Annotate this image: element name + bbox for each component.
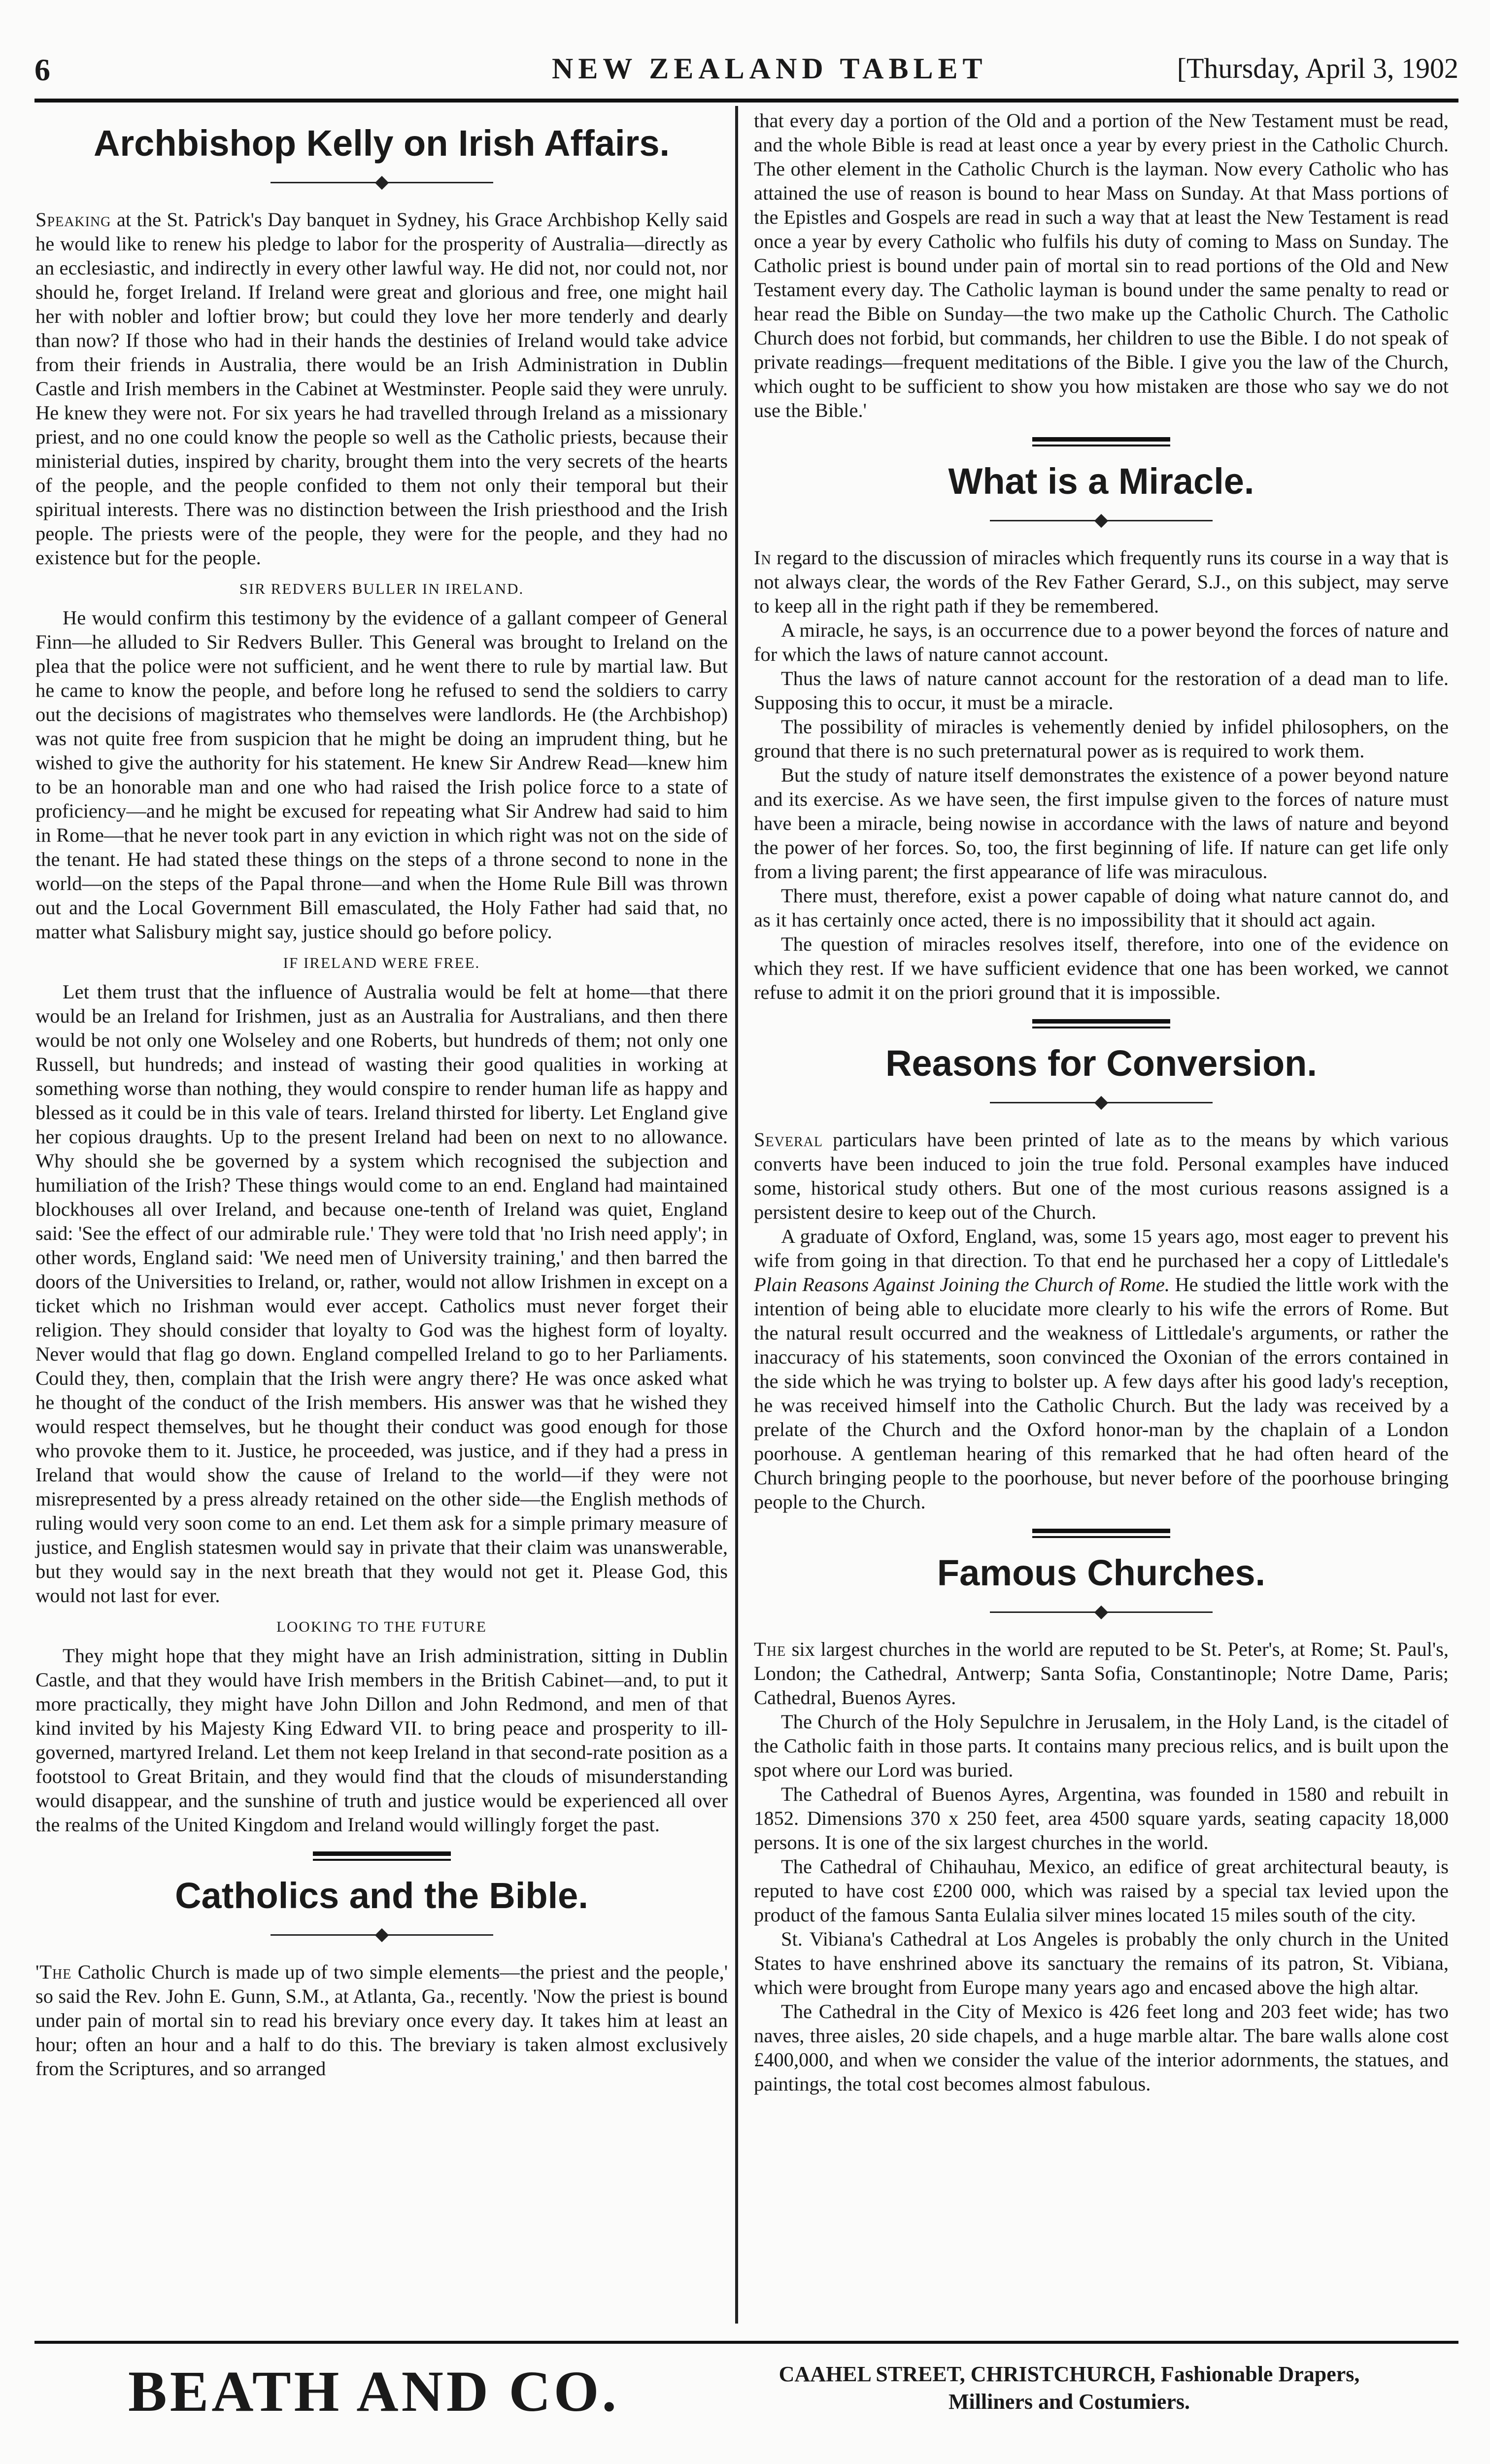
paragraph: Let them trust that the influence of Australia would be felt at home—that there would be an Ireland for Irishmen, just as an Australia for Australians, and then there would be not only one Wolseley and one Roberts, but hundreds of them; not only one Russell, but hundreds; and instead of wasting their good qualities in working at something worse than nothing, they would conspire to render human life as happy and blessed as it could be in this vale of tears. Ireland thirsted for liberty. Let England give her copious draughts. Up to the present Ireland had been on next to no allowance. Why should she be governed by a system which recognised the subjection and humiliation of the Irish? These things would come to an end. England had maintained blockhouses all over Ireland, and because one-tenth of Ireland was quiet, England said: 'See the effect of our admirable rule.' They were told that 'no Irish need apply'; in other words, England said: 'We need men of University training,' and then barred the doors of the Universities to Ireland, or, rather, would not allow Irishmen in except on a ticket which no Irishman would ever accept. Catholics must never forget their religion. They should consider that loyalty to God was the highest form of loyalty. Never would that flag go down. England compelled Ireland to go to her Parliaments. Could they, then, complain that the Irish were angry there? He was once asked what he thought of the conduct of the Irish members. His answer was that he wished they would respect themselves, but he thought their conduct was good enough for those who provoke them to it. Justice, he proceeded, was justice, and if they had a press in Ireland that would show the cause of Ireland to the world—if they were not misrepresented by a press already retained on the other side—the English methods of ruling would very soon come to an end. Let them ask for a simple primary measure of justice, and English statesmen would say in private that their claim was unanswerable, but they would say in the next breath that they would not get it. Please God, this would not last for ever. xyxy=(35,981,728,1607)
section-divider xyxy=(1032,437,1170,446)
paragraph xyxy=(754,1128,1449,1224)
paragraph-text: at the St. Patrick's Day banquet in Sydney, his Grace Archbishop Kelly said he would like to renew his pledge to labor for the prosperity of Australia—directly as an ecclesiastic, and indirectly in every other lawful way. He did not, nor could not, nor should he, forget Ireland. If Ireland were great and glorious and free, one might hail her with nobler and loftier brow; but could they love her more tenderly and dearly than now? If those who had in their hands the destinies of Ireland would take advice from their friends in Australia, there would be an Irish Administration in Dublin Castle and Irish members in the Cabinet at Westminster. People said they were unruly. He knew they were not. For six years he had travelled through Ireland as a missionary priest, and no one could know the people so well as the Catholic priests, because their ministerial duties, inspired by charity, brought them into the very secrets of the hearts of the people, and the people confided to them not only their temporal but their spiritual interests. There was no distinction between the Irish priesthood and the Irish people. The priests were of the people, they were for the people, and they had no existence but for the people. xyxy=(35,208,728,569)
paragraph: The Cathedral of Buenos Ayres, Argentina, was founded in 1580 and rebuilt in 1852. Dimensions 370 x 250 feet, area 4500 square yards, seating capacity 18,000 persons. It is one of the six largest churches in the world. xyxy=(754,1783,1449,1853)
footer-rule xyxy=(34,2341,1458,2344)
subheading: IF IRELAND WERE FREE. xyxy=(283,954,480,971)
paragraph-text: regard to the discussion of miracles which frequently runs its course in a way that is not always clear, the words of the Rev Father Gerard, S.J., on this subject, may serve to keep all in the right path if they be remembered. xyxy=(754,547,1449,617)
title-ornament xyxy=(35,1921,728,1945)
right-column xyxy=(754,108,1449,2096)
paragraph: But the study of nature itself demonstrates the existence of a power beyond nature and its exercise. As we have seen, the first impulse given to the forces of nature must have been a miracle, being nowise in accordance with the laws of nature and beyond the power of her forces. So, too, the first beginning of life. If nature can get life only from a living parent; the first appearance of life was miraculous. xyxy=(754,764,1449,883)
section-divider xyxy=(313,1851,451,1861)
advert-brand: BEATH AND CO. xyxy=(128,2359,619,2424)
paragraph-text: particulars have been printed of late as to the means by which various converts have been induced to join the true fold. Personal examples have induced some, historical study others. But one of the most curious reasons assigned is a persistent desire to keep out of the Church. xyxy=(754,1129,1449,1223)
paragraph: A miracle, he says, is an occurrence due to a power beyond the forces of nature and for which the laws of nature cannot account. xyxy=(754,619,1449,665)
section-divider xyxy=(1032,1529,1170,1538)
paragraph: St. Vibiana's Cathedral at Los Angeles is probably the only church in the United States to have enshrined above its sanctuary the remains of its patron, St. Vibiana, which were brought from Europe many years ago and encased above the high altar. xyxy=(754,1928,1449,1998)
lead-word: The xyxy=(754,1638,786,1660)
paragraph-text: Catholic Church is made up of two simple elements—the priest and the people,' so said the Rev. John E. Gunn, S.M., at Atlanta, Ga., recently. 'Now the priest is bound under pain of mortal sin to read his breviary once every day. It takes him at least an hour; often an hour and a half to do this. The breviary is taken almost exclusively from the Scriptures, and so arranged xyxy=(35,1961,728,2080)
advert-address-line: Milliners and Costumiers. xyxy=(948,2390,1190,2414)
paragraph: Thus the laws of nature cannot account for the restoration of a dead man to life. Supposing this to occur, it must be a miracle. xyxy=(754,667,1449,714)
paragraph-text: A graduate of Oxford, England, was, some 15 years ago, most eager to prevent his wife from going in that direction. To that end he purchased her a copy of Littledale's xyxy=(754,1225,1449,1271)
paragraph: The Cathedral of Chihauhau, Mexico, an edifice of great architectural beauty, is reputed to have cost £200 000, which was raised by a special tax levied upon the product of the famous Santa Eulalia silver mines located 15 miles south of the city. xyxy=(754,1855,1449,1926)
advert-address-line: CAAHEL STREET, CHRISTCHURCH, Fashionable Drapers, xyxy=(779,2362,1360,2386)
lead-word: Speaking xyxy=(35,208,111,231)
page-number: 6 xyxy=(34,52,50,87)
paragraph-text: six largest churches in the world are reputed to be St. Peter's, at Rome; St. Paul's, London; the Cathedral, Antwerp; Santa Sofia, Constantinople; Notre Dame, Paris; Cathedral, Buenos Ayres. xyxy=(754,1638,1449,1709)
paragraph: The Cathedral in the City of Mexico is 426 feet long and 203 feet wide; has two naves, three aisles, 20 side chapels, and a huge marble altar. The bare walls alone cost £400,000, and when we consider the value of the interior adornments, the statues, and paintings, the total cost becomes almost fabulous. xyxy=(754,2000,1449,2095)
title-ornament xyxy=(754,1598,1449,1622)
article-title-miracle: What is a Miracle. xyxy=(948,461,1254,502)
newspaper-title: NEW ZEALAND TABLET xyxy=(552,52,987,85)
section-divider xyxy=(1032,1019,1170,1028)
title-ornament xyxy=(35,169,728,193)
subheading: SIR REDVERS BULLER IN IRELAND. xyxy=(239,580,524,597)
paragraph: The possibility of miracles is vehemently denied by infidel philosophers, on the ground that there is no such preternatural power as is required to work them. xyxy=(754,716,1449,762)
article-title-conversion: Reasons for Conversion. xyxy=(885,1043,1317,1084)
paragraph xyxy=(35,1960,728,2081)
paragraph: There must, therefore, exist a power capable of doing what nature cannot do, and as it has certainly once acted, there is no impossibility that it should act again. xyxy=(754,885,1449,931)
paragraph xyxy=(754,1224,1449,1514)
paragraph-text: He studied the little work with the intention of being able to elucidate more clearly to his wife the errors of Rome. But the natural result occurred and the weakness of Littledale's arguments, or rather the inaccuracy of his statements, soon convinced the Oxonian of the errors contained in the side which he was trying to bolster up. A few days after his good lady's reception, he was received himself into the Catholic Church. But the lady was received by a prelate of the Church and the Oxford honor-man by the chaplain of a London poorhouse. A gentleman hearing of this remarked that he had often heard of the Church bringing people to the poorhouse, but never before of the poorhouse bringing people to the Church. xyxy=(754,1273,1449,1513)
left-column xyxy=(35,108,728,2081)
paragraph: He would confirm this testimony by the evidence of a gallant compeer of General Finn—he alluded to Sir Redvers Buller. This General was brought to Ireland on the plea that the police were not sufficient, and he went there to rule by martial law. But he came to know the people, and before long he refused to send the soldiers to carry out the decisions of magistrates who themselves were landlords. He (the Archbishop) was not quite free from suspicion that he might be doing an imprudent thing, but he wished to give the authority for his statement. He knew Sir Andrew Read—knew him to be an honorable man and one who had raised the Irish police force to a state of proficiency—and he might be excused for repeating what Sir Andrew had said to him in Rome—that he never took part in any eviction in which right was not on the side of the tenant. He had stated these things on the steps of a throne second to none in the world—on the steps of the Papal throne—and when the Home Rule Bill was thrown out and the Local Government Bill emasculated, the Holy Father had said that, no matter what Salisbury might say, justice should go before policy. xyxy=(35,607,728,943)
subheading: LOOKING TO THE FUTURE xyxy=(276,1618,487,1635)
article-title-kelly: Archbishop Kelly on Irish Affairs. xyxy=(93,123,670,164)
lead-word: In xyxy=(754,547,772,569)
column-divider xyxy=(735,106,738,2324)
article-title-churches: Famous Churches. xyxy=(937,1552,1266,1593)
page-header xyxy=(34,47,1458,101)
advert-address xyxy=(690,2361,1449,2416)
paragraph: They might hope that they might have an Irish administration, sitting in Dublin Castle, and that they would have Irish members in the British Cabinet—and, to put it more practically, they might have John Dillon and John Redmond, and men of that kind invited by his Majesty King Edward VII. to bring peace and prosperity to ill-governed, martyred Ireland. Let them not keep Ireland in that second-rate position as a footstool to Great Britain, and they would find that the clouds of misunderstanding would disappear, and the sunshine of truth and justice would be experienced all over the realms of the United Kingdom and Ireland would willingly forget the past. xyxy=(35,1644,728,1836)
title-ornament xyxy=(754,507,1449,531)
paragraph: The question of miracles resolves itself, therefore, into one of the evidence on which they rest. If we have sufficient evidence that one has been worked, we cannot refuse to admit it on the priori ground that it is impossible. xyxy=(754,933,1449,1003)
lead-word: Several xyxy=(754,1129,823,1151)
paragraph xyxy=(754,1637,1449,1710)
title-ornament xyxy=(754,1089,1449,1113)
paragraph xyxy=(35,207,728,570)
header-rule xyxy=(34,99,1458,103)
paragraph xyxy=(754,546,1449,618)
paragraph: The Church of the Holy Sepulchre in Jerusalem, in the Holy Land, is the citadel of the Catholic faith in those parts. It contains many precious relics, and is built upon the spot where our Lord was buried. xyxy=(754,1711,1449,1781)
lead-word: 'The xyxy=(35,1961,72,1983)
book-title: Plain Reasons Against Joining the Church of Rome. xyxy=(754,1273,1170,1296)
issue-date: [Thursday, April 3, 1902 xyxy=(1177,52,1458,84)
article-title-catholics-bible: Catholics and the Bible. xyxy=(175,1875,588,1916)
paragraph-continued: that every day a portion of the Old and a portion of the New Testament must be read, and the whole Bible is read at least once a year by every priest in the Catholic Church. The other element in the Catholic Church is the layman. Now every Catholic who has attained the use of reason is bound to hear Mass on Sunday. At that Mass portions of the Epistles and Gospels are read in such a way that at least the New Testament is read once a year by every Catholic who fulfils his duty of coming to Mass on Sunday. The Catholic priest is bound under pain of mortal sin to read portions of the Old and New Testament every day. The Catholic layman is bound under the same penalty to read or hear read the Bible on Sunday—the two make up the Catholic Church. The Catholic Church does not forbid, but commands, her children to use the Bible. I do not speak of private readings—frequent meditations of the Bible. I give you the law of the Church, which ought to be sufficient to show you how mistaken are those who say we do not use the Bible.' xyxy=(754,109,1449,421)
